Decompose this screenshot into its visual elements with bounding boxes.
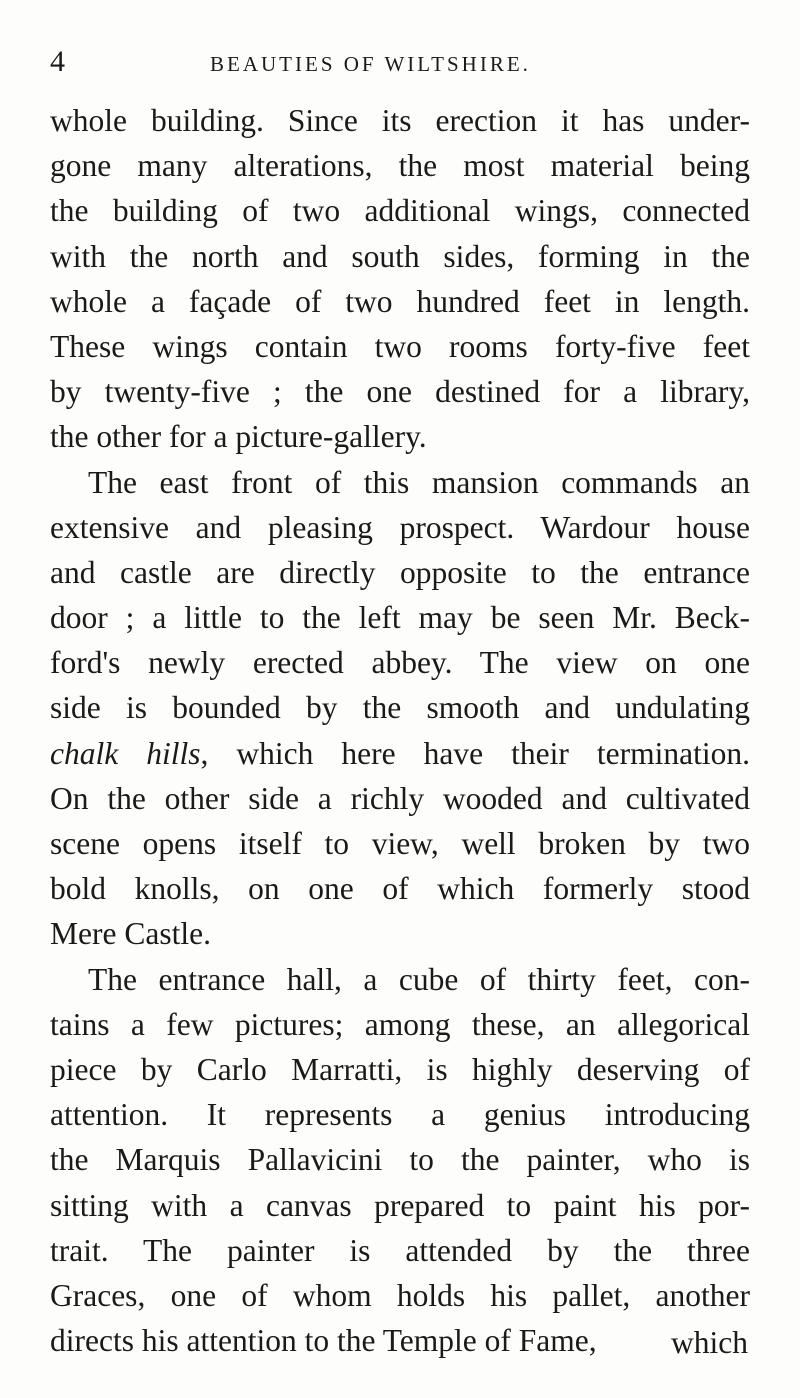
page-number: 4 <box>50 45 65 78</box>
text-line: whole a façade of two hundred feet in length. <box>50 283 750 319</box>
text-line: directs his attention to the Temple of Fame, <box>50 1323 597 1359</box>
text-line: by twenty-five ; the one destined for a library, <box>50 374 750 410</box>
text-line: and castle are directly opposite to the entrance <box>50 554 750 590</box>
text-line: the building of two additional wings, connected <box>50 193 750 229</box>
catchword: which <box>671 1325 748 1360</box>
text-line: extensive and pleasing prospect. Wardour house <box>50 509 750 545</box>
text-line: tains a few pictures; among these, an allegorical <box>50 1006 750 1042</box>
text-line: scene opens itself to view, well broken by two <box>50 826 750 861</box>
text-line: the Marquis Pallavicini to the painter, who is <box>50 1142 750 1178</box>
text-line: bold knolls, on one of which formerly stood <box>50 871 750 907</box>
text-line: The east front of this mansion commands an <box>88 464 750 500</box>
text-line: the other for a picture-gallery. <box>50 419 427 455</box>
text-line: The entrance hall, a cube of thirty feet, con- <box>88 961 750 997</box>
text-line: attention. It represents a genius introducing <box>50 1097 750 1133</box>
body-text <box>50 98 750 1363</box>
text-line: Graces, one of whom holds his pallet, another <box>50 1277 750 1313</box>
page-header <box>50 42 750 82</box>
text-line: piece by Carlo Marratti, is highly deserving of <box>50 1051 750 1087</box>
text-line: gone many alterations, the most material being <box>50 148 750 184</box>
text-line: chalk hills, which here have their termination. <box>50 735 750 771</box>
running-head: BEAUTIES OF WILTSHIRE. <box>210 52 531 76</box>
text-line: ford's newly erected abbey. The view on one <box>50 645 750 681</box>
text-line: sitting with a canvas prepared to paint his por- <box>50 1187 750 1223</box>
text-line: door ; a little to the left may be seen Mr. Beck- <box>50 600 750 636</box>
text-line: side is bounded by the smooth and undulating <box>50 690 750 726</box>
text-line: whole building. Since its erection it has under- <box>50 103 750 138</box>
text-line: with the north and south sides, forming in the <box>50 238 750 274</box>
text-line: Mere Castle. <box>50 916 211 952</box>
text-line: These wings contain two rooms forty-five feet <box>50 328 750 364</box>
text-line: trait. The painter is attended by the three <box>50 1232 750 1268</box>
text-line: On the other side a richly wooded and cultivated <box>50 780 750 816</box>
